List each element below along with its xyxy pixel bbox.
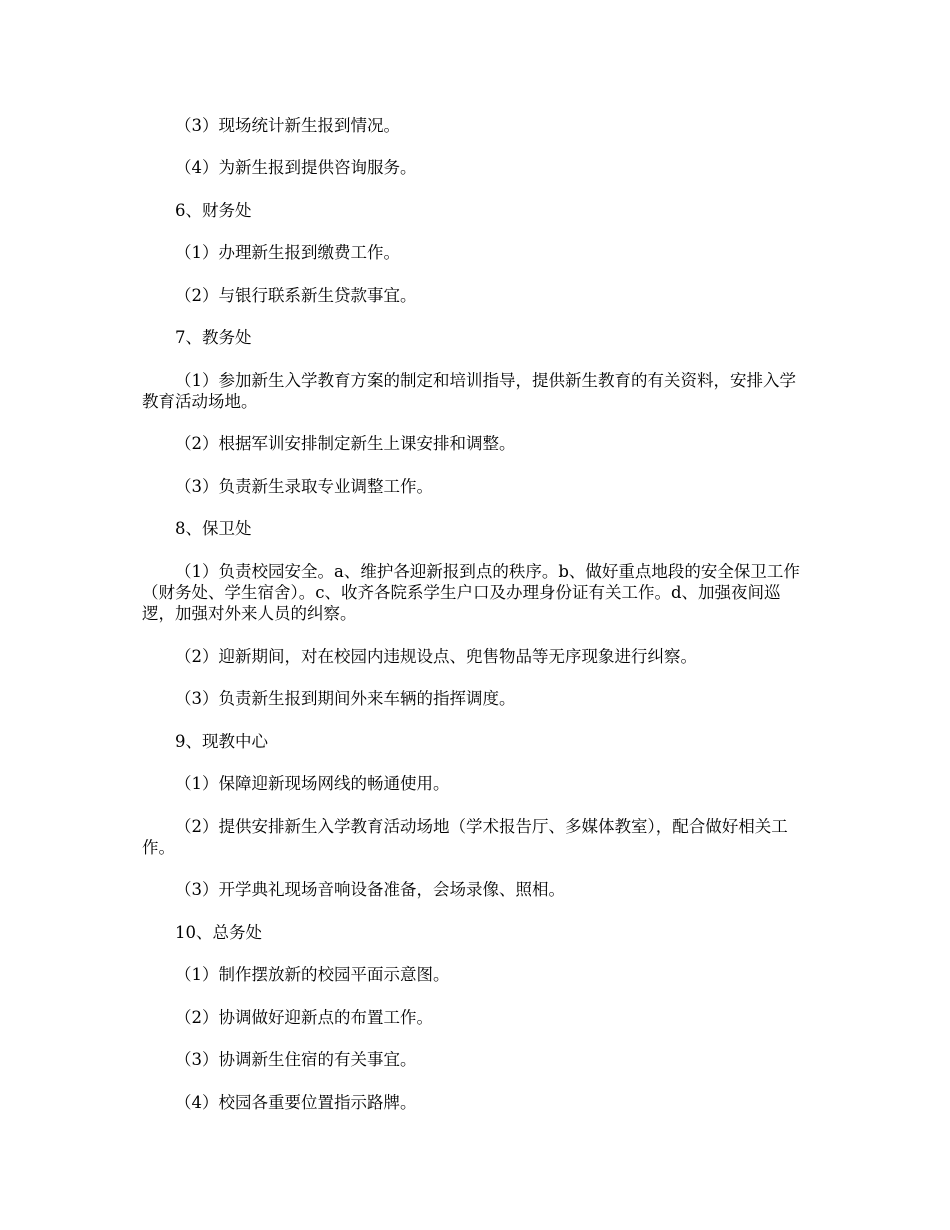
paragraph: （3）现场统计新生报到情况。 — [175, 116, 400, 135]
paragraph: （2）提供安排新生入学教育活动场地（学术报告厅、多媒体教室），配合做好相关工作。 — [142, 817, 788, 857]
paragraph: （1）负责校园安全。a、维护各迎新报到点的秩序。b、做好重点地段的安全保卫工作（财务处、学生宿舍）。c、收齐各院系学生户口及办理身份证有关工作。d、加强夜间巡逻，加强对外来人员的纠察。 — [142, 562, 800, 623]
paragraph: （2）根据军训安排制定新生上课安排和调整。 — [175, 434, 516, 453]
paragraph: （3）负责新生录取专业调整工作。 — [175, 477, 433, 496]
section-heading: 7、教务处 — [175, 328, 252, 347]
paragraph: （1）保障迎新现场网线的畅通使用。 — [175, 774, 450, 793]
section-heading: 8、保卫处 — [175, 519, 252, 538]
paragraph: （3）协调新生住宿的有关事宜。 — [175, 1050, 417, 1069]
paragraph: （4）为新生报到提供咨询服务。 — [175, 158, 417, 177]
paragraph: （3）负责新生报到期间外来车辆的指挥调度。 — [175, 689, 516, 708]
paragraph: （4）校园各重要位置指示路牌。 — [175, 1093, 417, 1112]
paragraph: （2）协调做好迎新点的布置工作。 — [175, 1008, 433, 1027]
paragraph: （1）制作摆放新的校园平面示意图。 — [175, 965, 450, 984]
paragraph: （3）开学典礼现场音响设备准备，会场录像、照相。 — [175, 880, 565, 899]
section-heading: 9、现教中心 — [175, 732, 268, 751]
section-heading: 6、财务处 — [175, 201, 252, 220]
paragraph: （1）参加新生入学教育方案的制定和培训指导，提供新生教育的有关资料，安排入学教育活动场地。 — [142, 371, 796, 411]
section-heading: 10、总务处 — [175, 923, 262, 942]
paragraph: （1）办理新生报到缴费工作。 — [175, 243, 400, 262]
paragraph: （2）迎新期间，对在校园内违规设点、兜售物品等无序现象进行纠察。 — [175, 647, 697, 666]
paragraph: （2）与银行联系新生贷款事宜。 — [175, 286, 417, 305]
